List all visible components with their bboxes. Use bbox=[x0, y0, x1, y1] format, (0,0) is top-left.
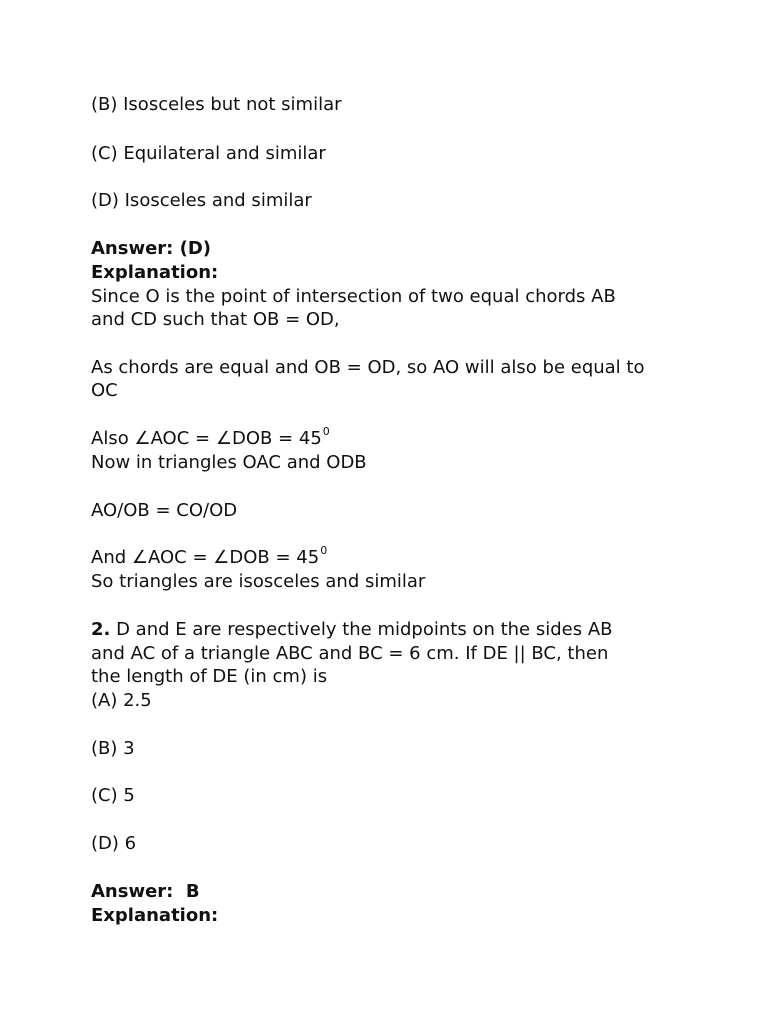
q1-explanation-label: Explanation: bbox=[91, 262, 219, 283]
q2-option-b: (B) 3 bbox=[91, 738, 135, 759]
q1-answer: Answer: (D) bbox=[91, 238, 212, 259]
q1-explanation-line: Now in triangles OAC and ODB bbox=[91, 452, 367, 473]
q2-question-text: D and E are respectively the midpoints on the sides AB bbox=[110, 619, 613, 640]
q2-explanation-label: Explanation: bbox=[91, 905, 219, 926]
q2-option-c: (C) 5 bbox=[91, 785, 135, 806]
q2-question-line bbox=[91, 618, 612, 642]
q2-option-a: (A) 2.5 bbox=[91, 690, 152, 711]
q1-explanation-line: Since O is the point of intersection of two equal chords AB bbox=[91, 286, 616, 307]
q1-option-b: (B) Isosceles but not similar bbox=[91, 94, 342, 115]
q1-angle-text: And ∠AOC = ∠DOB = 45 bbox=[91, 547, 320, 568]
q2-question-line: the length of DE (in cm) is bbox=[91, 666, 328, 687]
q1-option-d: (D) Isosceles and similar bbox=[91, 190, 312, 211]
q2-option-d: (D) 6 bbox=[91, 833, 137, 854]
q2-number: 2. bbox=[91, 619, 111, 640]
degree-superscript: 0 bbox=[322, 425, 330, 438]
degree-superscript: 0 bbox=[320, 544, 328, 557]
q1-angle-text: Also ∠AOC = ∠DOB = 45 bbox=[91, 428, 322, 449]
q2-answer: Answer: B bbox=[91, 881, 200, 902]
q1-explanation-line: AO/OB = CO/OD bbox=[91, 500, 238, 521]
q1-angle-statement bbox=[91, 546, 327, 570]
q1-explanation-line: and CD such that OB = OD, bbox=[91, 309, 340, 330]
q1-explanation-line: OC bbox=[91, 380, 118, 401]
q1-explanation-line: So triangles are isosceles and similar bbox=[91, 571, 426, 592]
q2-question-line: and AC of a triangle ABC and BC = 6 cm. If DE || BC, then bbox=[91, 643, 609, 664]
q1-explanation-line: As chords are equal and OB = OD, so AO will also be equal to bbox=[91, 357, 645, 378]
q1-option-c: (C) Equilateral and similar bbox=[91, 143, 326, 164]
q1-angle-statement bbox=[91, 427, 330, 451]
